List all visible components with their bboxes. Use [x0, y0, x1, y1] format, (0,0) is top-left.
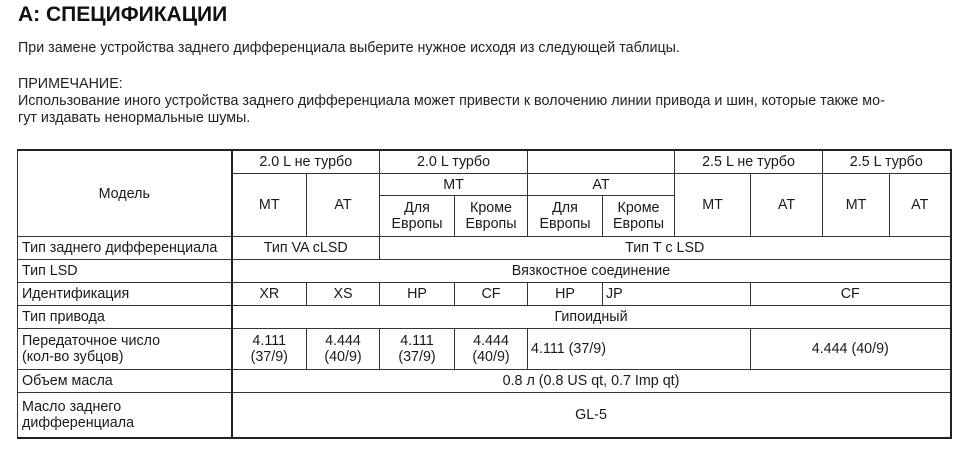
row-oil	[18, 393, 951, 439]
row-diff-type	[18, 237, 951, 260]
group-2-5-turbo: 2.5 L турбо	[823, 150, 951, 174]
group-2-5-nonturbo: 2.5 L не турбо	[675, 150, 823, 174]
id-cell: HP	[380, 283, 455, 306]
ratio-cell	[232, 329, 307, 370]
header-for-europe-at: Для Европы	[528, 196, 603, 237]
row-drive-type	[18, 306, 951, 329]
id-cell: HP	[528, 283, 603, 306]
row-label: Идентификация	[18, 283, 232, 306]
header-except-europe-mt: Кроме Европы	[455, 196, 528, 237]
ratio-teeth: (40/9)	[472, 349, 510, 365]
group-blank	[528, 150, 675, 174]
note-line-2: гут издавать ненормальные шумы.	[18, 110, 251, 126]
ratio-teeth: (40/9)	[324, 349, 362, 365]
header-except-europe-at: Кроме Европы	[603, 196, 675, 237]
ratio-cell	[455, 329, 528, 370]
ratio-cell-wide: 4.111 (37/9)	[528, 329, 751, 370]
label-line: дифференциала	[22, 415, 135, 431]
oil-value: GL-5	[232, 393, 951, 439]
note-line-1: Использование иного устройства заднего дифференциала может привести к волочению линии привода и шин, которые также мо-	[18, 93, 885, 109]
header-at-3: AT	[890, 174, 951, 237]
header-sub-at: AT	[528, 174, 675, 196]
note-text	[18, 93, 885, 127]
row-gear-ratio	[18, 329, 951, 370]
header-sub-mt: MT	[380, 174, 528, 196]
id-cell: XS	[307, 283, 380, 306]
ratio-value: 4.111	[400, 333, 434, 349]
ratio-teeth: (37/9)	[250, 349, 288, 365]
diff-type-t: Тип T c LSD	[380, 237, 951, 260]
drive-type-value: Гипоидный	[232, 306, 951, 329]
model-header: Модель	[18, 150, 232, 237]
id-cell: JP	[603, 283, 751, 306]
id-cell: CF	[455, 283, 528, 306]
header-at-2: AT	[751, 174, 823, 237]
label-line: Передаточное число	[22, 333, 161, 349]
header-mt-1: MT	[232, 174, 307, 237]
header-at-1: AT	[307, 174, 380, 237]
label-line: Масло заднего	[22, 399, 122, 415]
header-row-1	[18, 150, 951, 174]
oil-volume-value: 0.8 л (0.8 US qt, 0.7 Imp qt)	[232, 370, 951, 393]
row-label: Тип заднего дифференциала	[18, 237, 232, 260]
row-identification	[18, 283, 951, 306]
spec-table	[17, 149, 952, 439]
ratio-value: 4.444	[473, 333, 509, 349]
diff-type-va: Тип VA cLSD	[232, 237, 380, 260]
intro-text: При замене устройства заднего дифференциала выберите нужное исходя из следующей таблицы.	[18, 40, 680, 56]
row-label: Тип привода	[18, 306, 232, 329]
ratio-teeth: (37/9)	[398, 349, 436, 365]
header-for-europe-mt: Для Европы	[380, 196, 455, 237]
header-mt-2: MT	[675, 174, 751, 237]
row-label	[18, 329, 232, 370]
section-title: A: СПЕЦИФИКАЦИИ	[18, 3, 228, 26]
label-line: (кол-во зубцов)	[22, 349, 124, 365]
row-oil-volume	[18, 370, 951, 393]
ratio-cell-wide: 4.444 (40/9)	[751, 329, 951, 370]
id-cell: CF	[751, 283, 951, 306]
ratio-cell	[380, 329, 455, 370]
lsd-type-value: Вязкостное соединение	[232, 260, 951, 283]
group-2-0-nonturbo: 2.0 L не турбо	[232, 150, 380, 174]
ratio-cell	[307, 329, 380, 370]
ratio-value: 4.111	[252, 333, 287, 349]
header-mt-3: MT	[823, 174, 890, 237]
row-label	[18, 393, 232, 439]
ratio-value: 4.444	[325, 333, 361, 349]
group-2-0-turbo: 2.0 L турбо	[380, 150, 528, 174]
row-label: Объем масла	[18, 370, 232, 393]
note-label: ПРИМЕЧАНИЕ:	[18, 76, 123, 92]
id-cell: XR	[232, 283, 307, 306]
row-label: Тип LSD	[18, 260, 232, 283]
row-lsd-type	[18, 260, 951, 283]
